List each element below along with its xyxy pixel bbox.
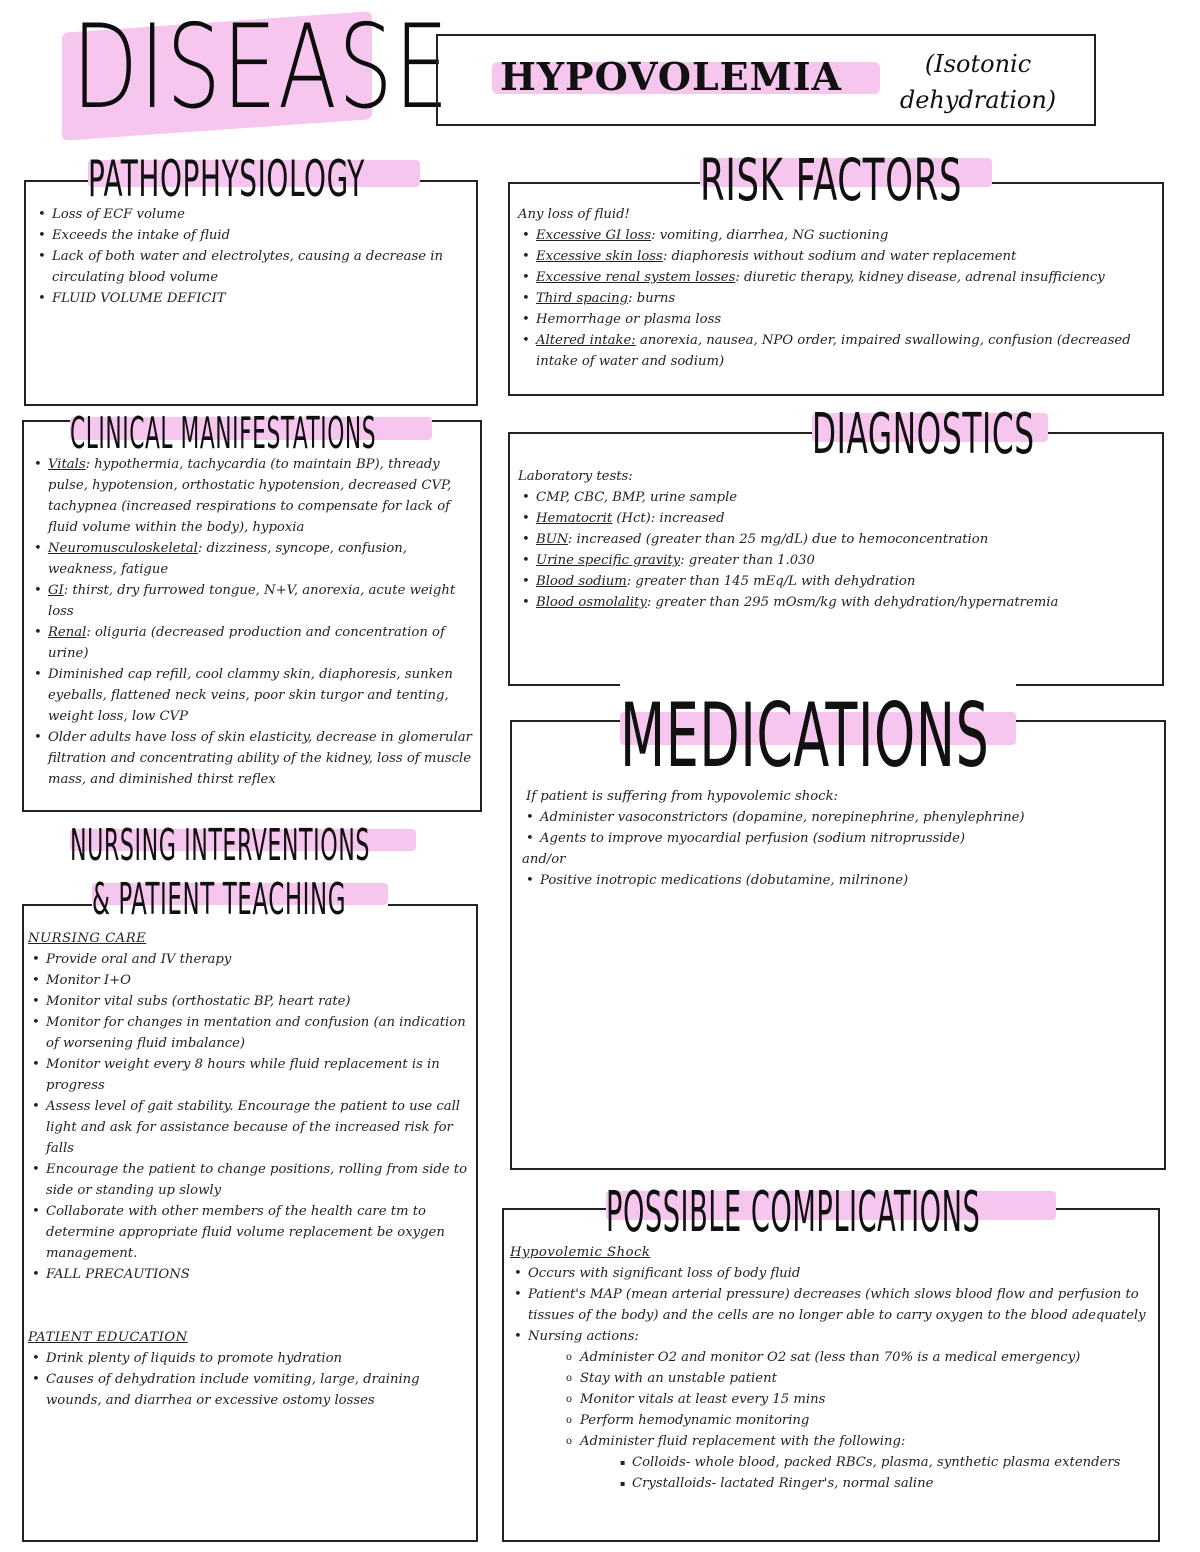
pathophysiology-content: [34, 204, 464, 309]
list-item: • BUN: increased (greater than 25 mg/dL) due to hemoconcentration: [536, 529, 1152, 550]
list-item: • Urine specific gravity: greater than 1.030: [536, 550, 1152, 571]
list-item: • Renal: oliguria (decreased production and concentration of urine): [48, 622, 474, 664]
clinical-heading: CLINICAL MANIFESTATIONS: [70, 408, 432, 458]
nursing-content: [28, 928, 468, 1411]
list-item: • Excessive GI loss: vomiting, diarrhea, NG suctioning: [536, 225, 1148, 246]
medications-intro: If patient is suffering from hypovolemic shock:: [526, 789, 839, 804]
risk-factors-content: [518, 204, 1148, 372]
diagnostics-heading: DIAGNOSTICS: [812, 402, 1048, 464]
list-item: • Excessive renal system losses: diuretic therapy, kidney disease, adrenal insufficiency: [536, 267, 1148, 288]
list-item: o Monitor vitals at least every 15 mins: [580, 1389, 1152, 1410]
risk-factors-heading: RISK FACTORS: [700, 146, 992, 210]
list-item: • Monitor for changes in mentation and confusion (an indication of worsening fluid imbalance): [46, 1012, 468, 1054]
medications-heading: MEDICATIONS: [620, 684, 1016, 776]
complications-heading: POSSIBLE COMPLICATIONS: [606, 1180, 1056, 1242]
disease-label: DISEASE: [72, 0, 450, 135]
list-item: • Provide oral and IV therapy: [46, 949, 468, 970]
list-item: • Diminished cap refill, cool clammy skin, diaphoresis, sunken eyeballs, flattened neck veins, poor skin turgor and tenting, weight loss, low CVP: [48, 664, 474, 727]
list-item: • Occurs with significant loss of body fluid: [528, 1263, 1152, 1284]
list-item: • FLUID VOLUME DEFICIT: [52, 288, 464, 309]
list-item: o Stay with an unstable patient: [580, 1368, 1152, 1389]
risk-factors-intro: Any loss of fluid!: [518, 207, 630, 222]
list-item: • Positive inotropic medications (dobutamine, milrinone): [540, 870, 1152, 891]
list-item: • Patient's MAP (mean arterial pressure) decreases (which slows blood flow and perfusion to tissues of the body) and the cells are no longer able to carry oxygen to the blood adequately: [528, 1284, 1152, 1326]
list-item: • Causes of dehydration include vomiting, large, draining wounds, and diarrhea or excessive ostomy losses: [46, 1369, 468, 1411]
list-item: • Encourage the patient to change positions, rolling from side to side or standing up slowly: [46, 1159, 468, 1201]
list-item: • Administer vasoconstrictors (dopamine, norepinephrine, phenylephrine): [540, 807, 1152, 828]
complications-subheading: Hypovolemic Shock: [510, 1245, 651, 1260]
list-item: • Monitor weight every 8 hours while fluid replacement is in progress: [46, 1054, 468, 1096]
list-item: • Nursing actions: o Administer O2 and monitor O2 sat (less than 70% is a medical emergency) o Stay with an unstable patient o Monitor vitals at least every 15 mins o Perform hemodynamic monitoring o Administer fluid replacement with the following: ▪ Colloids- whole blood, packed RBCs, plasma, synthetic plasma extenders ▪ Crystalloids- lactated Ringer's, normal saline: [528, 1326, 1152, 1494]
list-item: • Third spacing: burns: [536, 288, 1148, 309]
list-item: • Blood osmolality: greater than 295 mOsm/kg with dehydration/hypernatremia: [536, 592, 1152, 613]
complications-content: [510, 1242, 1152, 1494]
medications-content: [522, 786, 1152, 891]
list-item: • FALL PRECAUTIONS: [46, 1264, 468, 1285]
list-item: • Loss of ECF volume: [52, 204, 464, 225]
list-item: o Administer fluid replacement with the following: ▪ Colloids- whole blood, packed RBCs, plasma, synthetic plasma extenders ▪ Crystalloids- lactated Ringer's, normal saline: [580, 1431, 1152, 1494]
pathophysiology-heading: PATHOPHYSIOLOGY: [88, 150, 420, 208]
list-item: • Drink plenty of liquids to promote hydration: [46, 1348, 468, 1369]
list-item: • Assess level of gait stability. Encourage the patient to use call light and ask for assistance because of the increased risk for falls: [46, 1096, 468, 1159]
list-item: o Perform hemodynamic monitoring: [580, 1410, 1152, 1431]
list-item: • Monitor I+O: [46, 970, 468, 991]
disease-name: HYPOVOLEMIA: [500, 54, 842, 99]
clinical-content: [30, 454, 474, 790]
nursing-heading-line1: NURSING INTERVENTIONS: [70, 820, 416, 868]
list-item: • Agents to improve myocardial perfusion (sodium nitroprusside): [540, 828, 1152, 849]
list-item: • Neuromusculoskeletal: dizziness, syncope, confusion, weakness, fatigue: [48, 538, 474, 580]
medications-andor: and/or: [522, 852, 566, 867]
list-item: • CMP, CBC, BMP, urine sample: [536, 487, 1152, 508]
list-item: • Lack of both water and electrolytes, causing a decrease in circulating blood volume: [52, 246, 464, 288]
list-item: • Altered intake: anorexia, nausea, NPO order, impaired swallowing, confusion (decreased intake of water and sodium): [536, 330, 1148, 372]
list-item: • Vitals: hypothermia, tachycardia (to maintain BP), thready pulse, hypotension, orthostatic hypotension, decreased CVP, tachypnea (increased respirations to compensate for lack of fluid volume within the body), hypoxia: [48, 454, 474, 538]
nursing-heading-line2: & PATIENT TEACHING: [92, 874, 388, 922]
list-item: • Excessive skin loss: diaphoresis without sodium and water replacement: [536, 246, 1148, 267]
list-item: • Older adults have loss of skin elasticity, decrease in glomerular filtration and concentrating ability of the kidney, loss of muscle mass, and diminished thirst reflex: [48, 727, 474, 790]
patient-education-heading: PATIENT EDUCATION: [28, 1330, 188, 1345]
list-item: ▪ Colloids- whole blood, packed RBCs, plasma, synthetic plasma extenders: [632, 1452, 1152, 1473]
list-item: • GI: thirst, dry furrowed tongue, N+V, anorexia, acute weight loss: [48, 580, 474, 622]
list-item: • Hematocrit (Hct): increased: [536, 508, 1152, 529]
list-item: • Collaborate with other members of the health care tm to determine appropriate fluid volume replacement be oxygen management.: [46, 1201, 468, 1264]
disease-note: (Isotonic dehydration): [899, 50, 1057, 114]
list-item: • Monitor vital subs (orthostatic BP, heart rate): [46, 991, 468, 1012]
list-item: • Blood sodium: greater than 145 mEq/L with dehydration: [536, 571, 1152, 592]
diagnostics-intro: Laboratory tests:: [518, 469, 633, 484]
nursing-care-heading: NURSING CARE: [28, 931, 147, 946]
diagnostics-content: [518, 466, 1152, 613]
list-item: • Exceeds the intake of fluid: [52, 225, 464, 246]
list-item: o Administer O2 and monitor O2 sat (less than 70% is a medical emergency): [580, 1347, 1152, 1368]
list-item: ▪ Crystalloids- lactated Ringer's, normal saline: [632, 1473, 1152, 1494]
list-item: • Hemorrhage or plasma loss: [536, 309, 1148, 330]
